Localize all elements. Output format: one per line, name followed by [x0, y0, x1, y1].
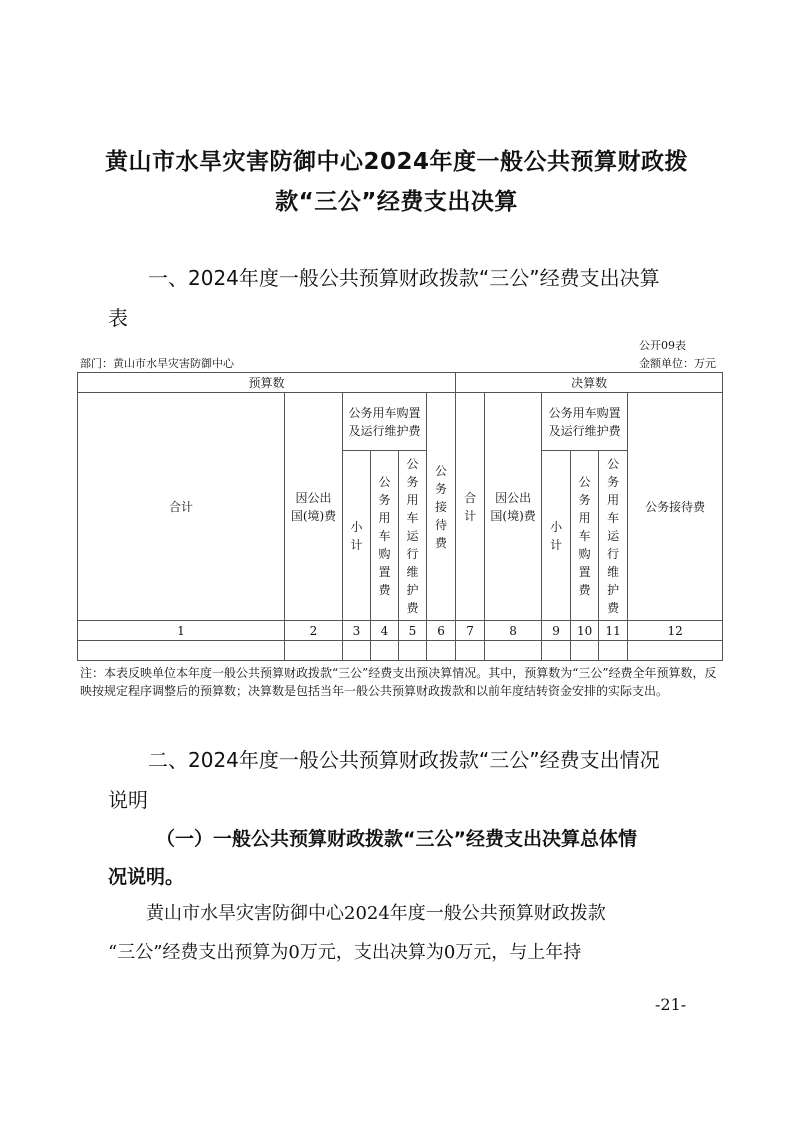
value-cell — [427, 641, 456, 661]
value-cell — [343, 641, 371, 661]
final-reception-header: 公务接待费 — [628, 393, 723, 621]
subsection-1-line-2: 况说明。 — [108, 866, 185, 888]
col-number: 12 — [628, 621, 723, 641]
section-1-heading — [108, 258, 708, 338]
col-number: 3 — [343, 621, 371, 641]
col-number: 7 — [456, 621, 485, 641]
page-number: -21- — [655, 995, 687, 1014]
value-cell — [542, 641, 571, 661]
section-1-line-2: 表 — [108, 306, 128, 330]
value-cell — [399, 641, 427, 661]
value-cell — [371, 641, 399, 661]
final-abroad-header: 因公出国(境)费 — [485, 393, 542, 621]
final-subtotal-header: 小计 — [542, 451, 571, 621]
col-number: 2 — [285, 621, 343, 641]
budget-vehicle-group-header: 公务用车购置及运行维护费 — [343, 393, 427, 451]
budget-header: 预算数 — [78, 373, 456, 393]
table-dept: 部门：黄山市水旱灾害防御中心 — [80, 357, 234, 370]
value-cell — [485, 641, 542, 661]
budget-purchase-header: 公务用车购置费 — [371, 451, 399, 621]
col-number: 5 — [399, 621, 427, 641]
body-paragraph — [108, 894, 698, 972]
budget-reception-header: 公务接待费 — [427, 393, 456, 621]
value-cell — [599, 641, 628, 661]
col-number: 11 — [599, 621, 628, 641]
col-number: 9 — [542, 621, 571, 641]
col-number: 10 — [571, 621, 599, 641]
document-title — [60, 142, 733, 222]
table-code: 公开09表 — [639, 339, 686, 352]
table-unit: 金额单位：万元 — [639, 357, 716, 370]
budget-subtotal-header: 小计 — [343, 451, 371, 621]
col-number: 1 — [78, 621, 285, 641]
value-cell — [571, 641, 599, 661]
paragraph-line-2: “三公”经费支出预算为0万元，支出决算为0万元，与上年持 — [108, 942, 582, 963]
budget-operation-header: 公务用车运行维护费 — [399, 451, 427, 621]
value-cell — [456, 641, 485, 661]
section-2-line-1: 二、2024年度一般公共预算财政拨款“三公”经费支出情况 — [148, 748, 660, 772]
col-number: 4 — [371, 621, 399, 641]
paragraph-line-1: 黄山市水旱灾害防御中心2024年度一般公共预算财政拨款 — [146, 903, 606, 924]
value-cell — [78, 641, 285, 661]
section-2-line-2: 说明 — [108, 788, 148, 812]
col-number: 8 — [485, 621, 542, 641]
title-line-1: 黄山市水旱灾害防御中心2024年度一般公共预算财政拨 — [104, 149, 688, 175]
final-total-header: 合计 — [456, 393, 485, 621]
final-vehicle-group-header: 公务用车购置及运行维护费 — [542, 393, 628, 451]
value-cell — [628, 641, 723, 661]
table-note: 注：本表反映单位本年度一般公共预算财政拨款“三公”经费支出预决算情况。其中，预算数为“三公”经费全年预算数，反映按规定程序调整后的预算数；决算数是包括当年一般公共预算财政拨款和以前年度结转资金安排的实际支出。 — [80, 666, 717, 698]
section-2-heading — [108, 740, 708, 820]
final-purchase-header: 公务用车购置费 — [571, 451, 599, 621]
title-line-2: 款“三公”经费支出决算 — [275, 189, 518, 215]
budget-abroad-header: 因公出国(境)费 — [285, 393, 343, 621]
three-public-expenses-table — [77, 372, 723, 661]
budget-total-header: 合计 — [78, 393, 285, 621]
value-cell — [285, 641, 343, 661]
final-operation-header: 公务用车运行维护费 — [599, 451, 628, 621]
subsection-1-line-1: （一）一般公共预算财政拨款“三公”经费支出决算总体情 — [156, 828, 637, 850]
final-header: 决算数 — [456, 373, 723, 393]
subsection-1-heading — [108, 820, 708, 896]
col-number: 6 — [427, 621, 456, 641]
section-1-line-1: 一、2024年度一般公共预算财政拨款“三公”经费支出决算 — [148, 266, 660, 290]
